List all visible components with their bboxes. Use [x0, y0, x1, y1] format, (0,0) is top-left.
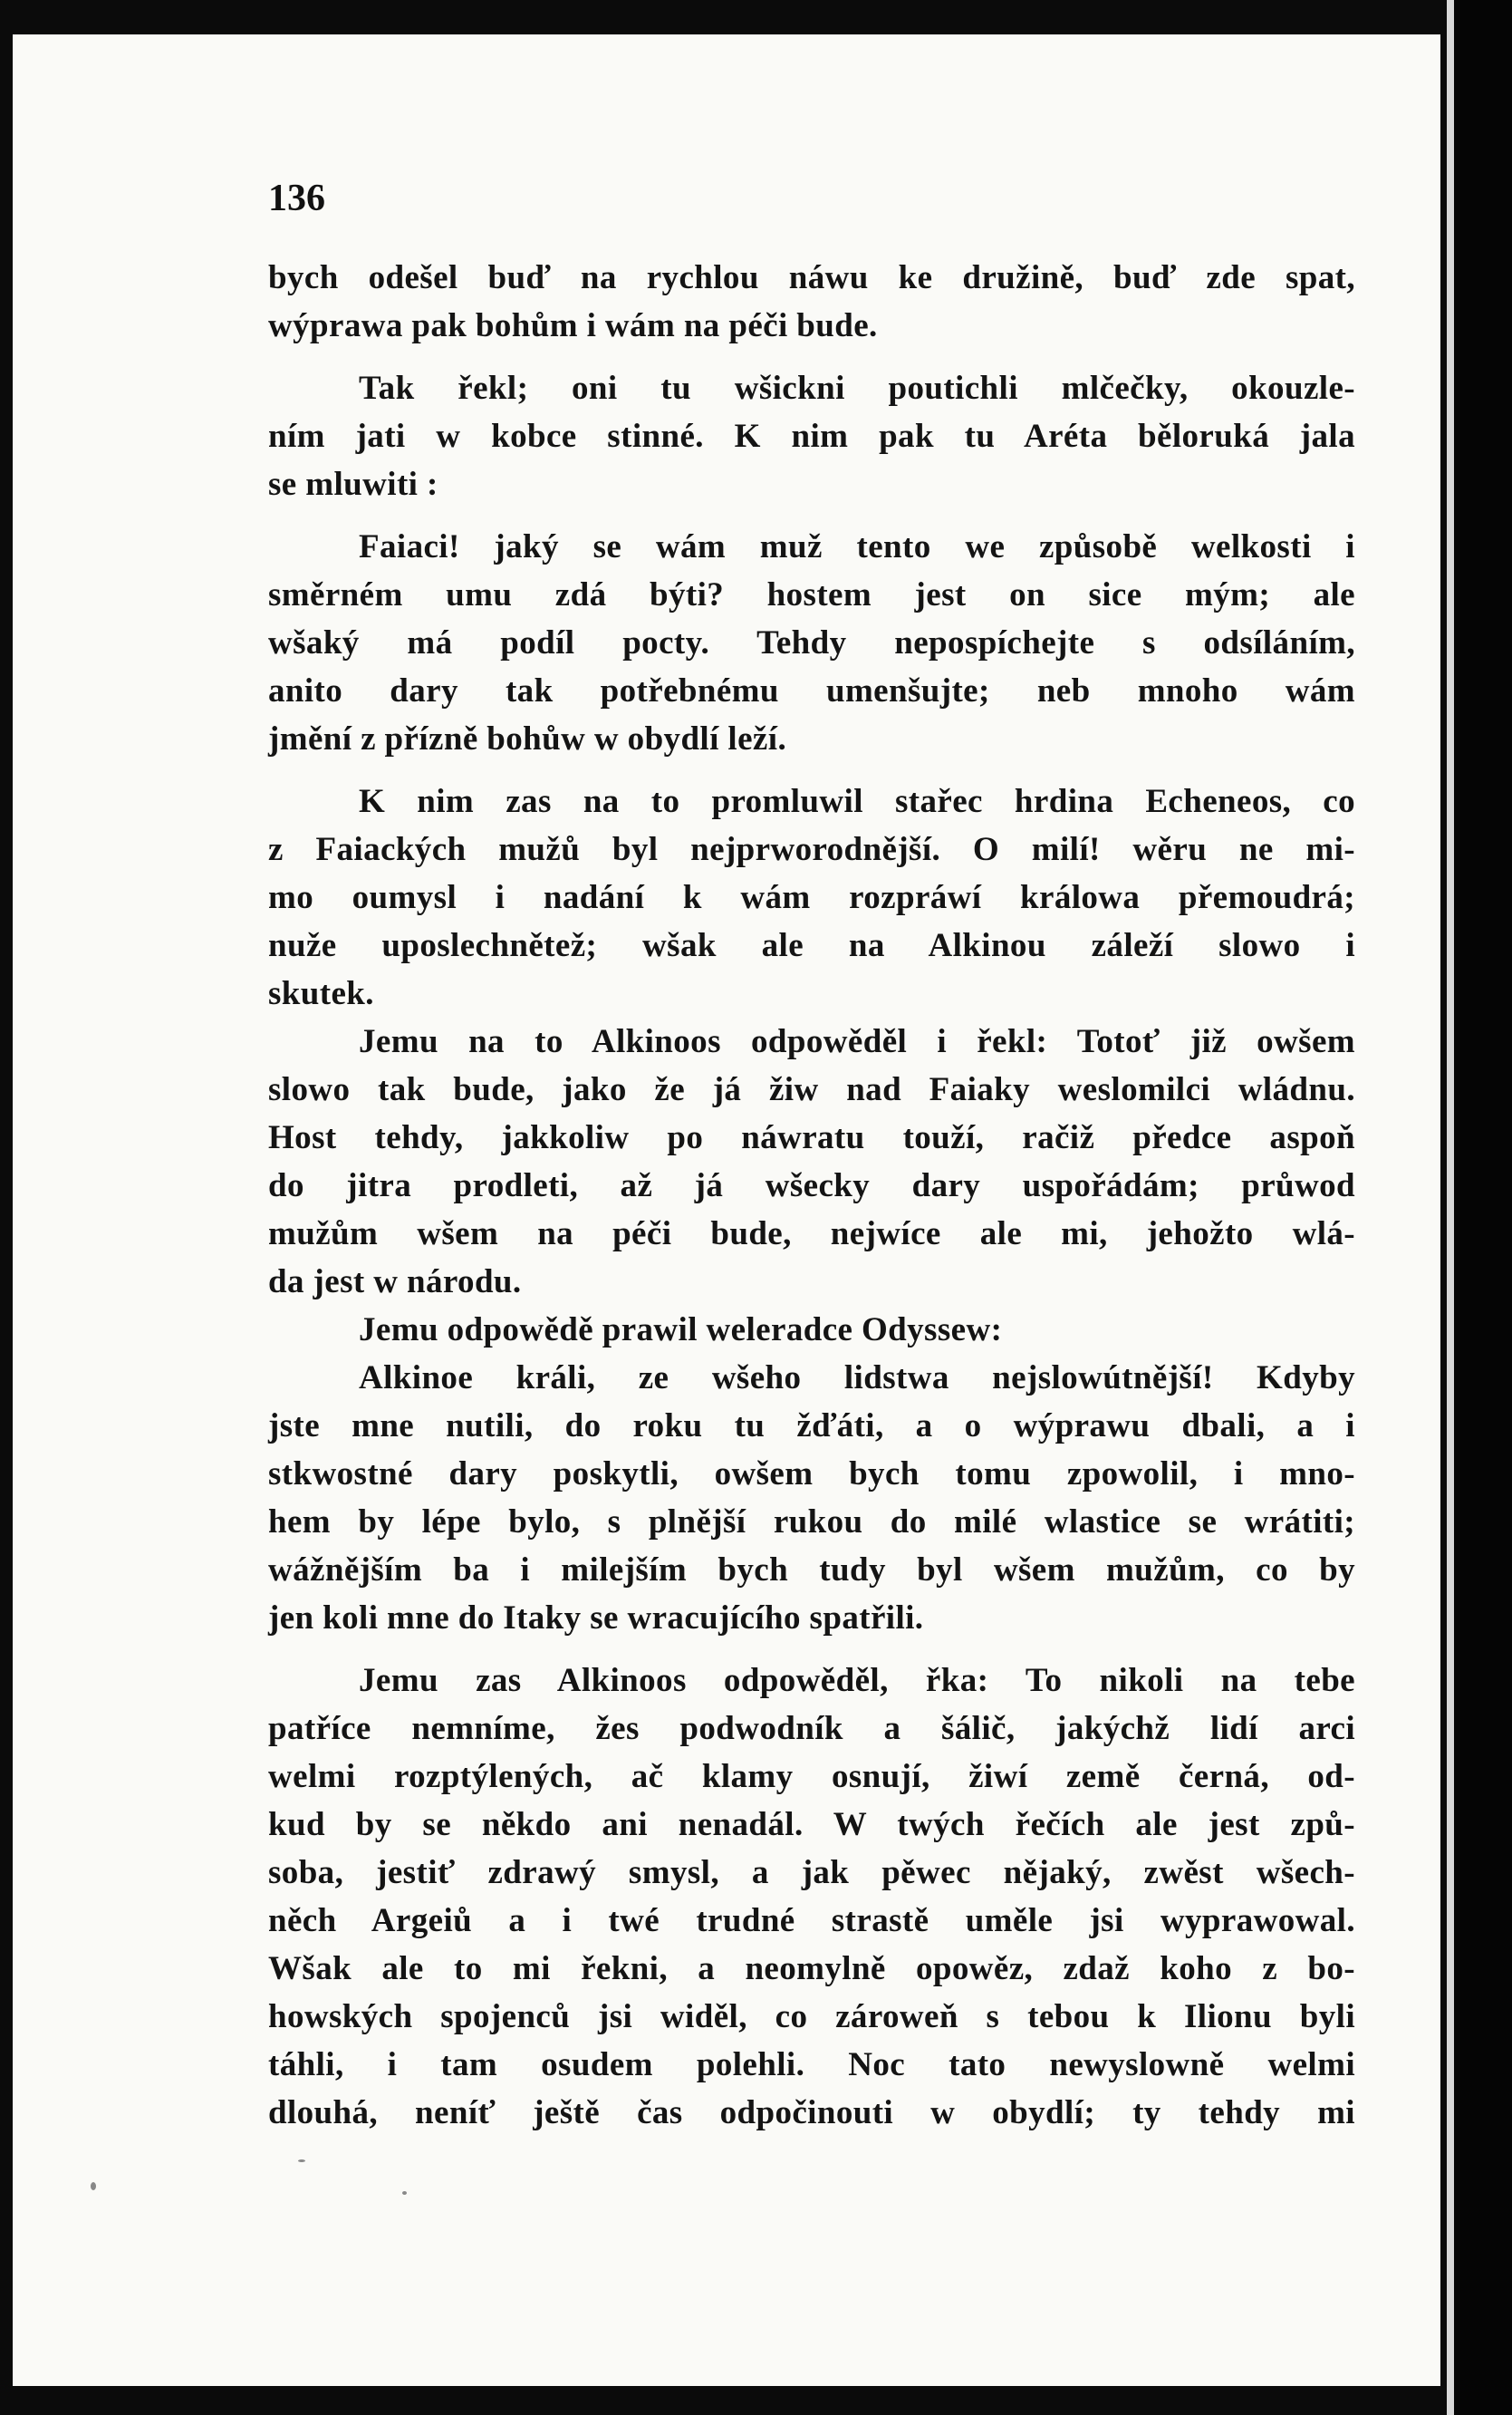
- paragraph-gap: [268, 763, 1355, 778]
- text-line: něch Argeiů a i twé trudné strastě uměle jsi wyprawowal.: [268, 1902, 1355, 1939]
- text-line: Jemu odpowědě prawil weleradce Odyssew:: [359, 1311, 1003, 1348]
- text-line: anito dary tak potřebnému umenšujte; neb mnoho wám: [268, 672, 1355, 710]
- paragraph-gap: [268, 1642, 1355, 1657]
- text-line: bych odešel buď na rychlou náwu ke družině, buď zde spat,: [268, 259, 1355, 296]
- scan-border: [1454, 0, 1512, 2415]
- paper-speck: [91, 2182, 96, 2190]
- text-line: kud by se někdo ani nenadál. W twých řečích ale jest způ-: [268, 1806, 1355, 1843]
- text-line: jmění z přízně bohůw w obydlí leží.: [268, 720, 787, 758]
- text-line: patříce nemníme, žes podwodník a šálič, jakýchž lidí arci: [268, 1710, 1355, 1747]
- text-line: se mluwiti :: [268, 466, 438, 503]
- text-line: slowo tak bude, jako že já žiw nad Faiaky weslomilci wládnu.: [268, 1071, 1355, 1108]
- paper-speck: [298, 2159, 305, 2162]
- text-line: soba, jestiť zdrawý smysl, a jak pěwec nějaký, zwěst wšech-: [268, 1854, 1355, 1891]
- text-line: směrném umu zdá býti? hostem jest on sice mým; ale: [268, 576, 1355, 613]
- text-line: stkwostné dary poskytli, owšem bych tomu zpowolil, i mno-: [268, 1455, 1355, 1492]
- text-line: Wšak ale to mi řekni, a neomylně opowěz, zdaž koho z bo-: [268, 1950, 1355, 1987]
- text-line: táhli, i tam osudem polehli. Noc tato newyslowně welmi: [268, 2046, 1355, 2083]
- text-line: Host tehdy, jakkoliw po náwratu touží, račiž předce aspoň: [268, 1119, 1355, 1156]
- text-line: howských spojenců jsi widěl, co zároweň s tebou k Ilionu byli: [268, 1998, 1355, 2035]
- text-line: da jest w národu.: [268, 1263, 522, 1300]
- text-line: skutek.: [268, 975, 374, 1012]
- text-line: wýprawa pak bohům i wám na péči bude.: [268, 307, 878, 344]
- page-number: 136: [268, 178, 325, 219]
- text-line: z Faiackých mužů byl nejprworodnější. O milí! wěru ne mi-: [268, 831, 1355, 868]
- text-line: Tak řekl; oni tu wšickni poutichli mlčečky, okouzle-: [359, 370, 1355, 407]
- text-line: mo oumysl i nadání k wám rozpráwí králowa přemoudrá;: [268, 879, 1355, 916]
- text-line: Jemu zas Alkinoos odpowěděl, řka: To nikoli na tebe: [359, 1662, 1355, 1699]
- text-line: jste mne nutili, do roku tu žďáti, a o wýprawu dbali, a i: [268, 1407, 1355, 1444]
- text-line: Faiaci! jaký se wám muž tento we způsobě welkosti i: [359, 528, 1355, 565]
- text-line: nuže uposlechnětež; wšak ale na Alkinou záleží slowo i: [268, 927, 1355, 964]
- paper-speck: [402, 2191, 407, 2195]
- text-line: wšaký má podíl pocty. Tehdy nepospíchejte s odsíláním,: [268, 624, 1355, 662]
- text-line: dlouhá, neníť ještě čas odpočinouti w obydlí; ty tehdy mi: [268, 2094, 1355, 2131]
- text-line: jen koli mne do Itaky se wracujícího spatřili.: [268, 1599, 924, 1637]
- text-line: K nim zas na to promluwil stařec hrdina Echeneos, co: [359, 783, 1355, 820]
- text-line: Alkinoe králi, ze wšeho lidstwa nejslowútnější! Kdyby: [359, 1359, 1355, 1396]
- text-line: wážnějším ba i milejším bych tudy byl wšem mužům, co by: [268, 1551, 1355, 1589]
- text-line: mužům wšem na péči bude, nejwíce ale mi, jehožto wlá-: [268, 1215, 1355, 1252]
- text-line: do jitra prodleti, až já wšecky dary uspořádám; průwod: [268, 1167, 1355, 1204]
- paragraph-gap: [268, 508, 1355, 523]
- paragraph-gap: [268, 350, 1355, 364]
- text-line: Jemu na to Alkinoos odpowěděl i řekl: Totoť již owšem: [359, 1023, 1355, 1060]
- body-text: [268, 254, 1355, 2137]
- text-line: hem by lépe bylo, s plnější rukou do milé wlastice se wrátiti;: [268, 1503, 1355, 1541]
- text-line: ním jati w kobce stinné. K nim pak tu Aréta běloruká jala: [268, 418, 1355, 455]
- text-line: welmi rozptýlených, ač klamy osnují, žiwí země černá, od-: [268, 1758, 1355, 1795]
- page-edge: [1447, 0, 1454, 2415]
